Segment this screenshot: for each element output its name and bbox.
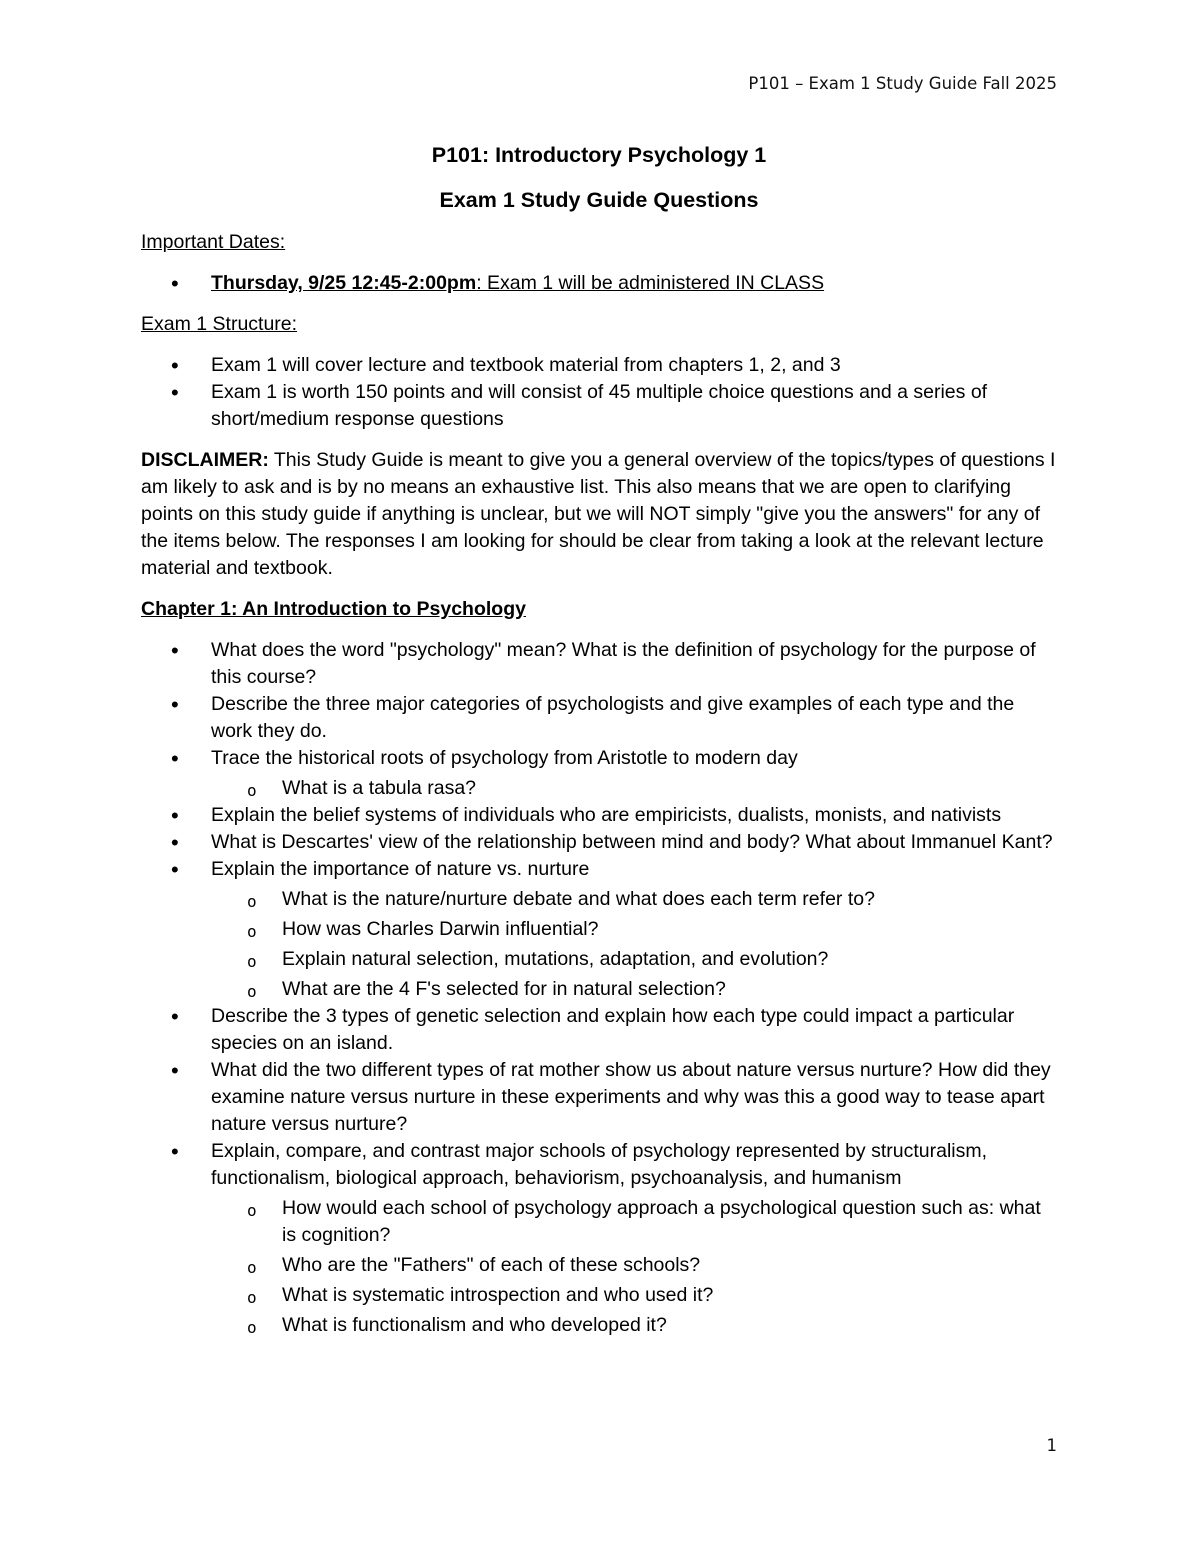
- question-text: What does the word "psychology" mean? What is the definition of psychology for the purpose of this course?: [211, 639, 1036, 688]
- important-dates-list: [141, 270, 1057, 297]
- page-number: 1: [1046, 1436, 1057, 1455]
- disclaimer-paragraph: [141, 447, 1057, 582]
- question-item: [141, 637, 1057, 691]
- question-text: What is Descartes' view of the relationship between mind and body? What about Immanuel Kant?: [211, 831, 1053, 853]
- sub-question-item: o How was Charles Darwin influential?: [211, 916, 1057, 943]
- document-subtitle: Exam 1 Study Guide Questions: [439, 188, 759, 212]
- question-item: [141, 1057, 1057, 1138]
- structure-item: • Exam 1 will cover lecture and textbook material from chapters 1, 2, and 3: [141, 352, 1057, 379]
- question-item: [141, 691, 1057, 745]
- sub-question-list: [211, 1195, 1057, 1339]
- chapter-1-questions: [141, 637, 1057, 1339]
- exam-structure-label: Exam 1 Structure:: [141, 313, 298, 335]
- question-item: [141, 802, 1057, 829]
- exam-structure-list: [141, 352, 1057, 433]
- sub-question-item: o What are the 4 F's selected for in natural selection?: [211, 976, 1057, 1003]
- question-text: Describe the three major categories of psychologists and give examples of each type and the work they do.: [211, 693, 1015, 742]
- disclaimer-label: DISCLAIMER:: [141, 449, 269, 471]
- sub-question-item: o What is functionalism and who developed it?: [211, 1312, 1057, 1339]
- question-item: [141, 1138, 1057, 1339]
- sub-question-item: o What is the nature/nurture debate and what does each term refer to?: [211, 886, 1057, 913]
- question-text: Trace the historical roots of psychology from Aristotle to modern day: [211, 747, 798, 769]
- exam-date-detail: : Exam 1 will be administered IN CLASS: [476, 272, 825, 294]
- document-title: P101: Introductory Psychology 1: [431, 143, 767, 167]
- document-body: [141, 140, 1057, 1353]
- question-text: Describe the 3 types of genetic selection and explain how each type could impact a particular species on an island.: [211, 1005, 1015, 1054]
- sub-question-item: o What is a tabula rasa?: [211, 775, 1057, 802]
- sub-question-list: [211, 775, 1057, 802]
- disclaimer-text: This Study Guide is meant to give you a general overview of the topics/types of questions I am likely to ask and is by no means an exhaustive list. This also means that we are open to clarifying points on this study guide if anything is unclear, but we will NOT simply "give you the answers" for any of the items below. The responses I am looking for should be clear from taking a look at the relevant lecture material and textbook.: [141, 449, 1056, 579]
- question-item: [141, 856, 1057, 1003]
- sub-question-item: o What is systematic introspection and who used it?: [211, 1282, 1057, 1309]
- question-text: Explain, compare, and contrast major schools of psychology represented by structuralism, functionalism, biological approach, behaviorism, psychoanalysis, and humanism: [211, 1140, 988, 1189]
- question-item: [141, 829, 1057, 856]
- question-text: What did the two different types of rat mother show us about nature versus nurture? How did they examine nature versus nurture in these experiments and why was this a good way to tease apart nature versus nurture?: [211, 1059, 1051, 1135]
- question-item: [141, 745, 1057, 802]
- sub-question-item: o How would each school of psychology approach a psychological question such as: what is cognition?: [211, 1195, 1057, 1249]
- sub-question-list: [211, 886, 1057, 1003]
- running-header: P101 – Exam 1 Study Guide Fall 2025: [748, 74, 1057, 93]
- question-text: Explain the importance of nature vs. nurture: [211, 858, 590, 880]
- structure-item: • Exam 1 is worth 150 points and will consist of 45 multiple choice questions and a series of short/medium response questions: [141, 379, 1057, 433]
- chapter-1-heading: Chapter 1: An Introduction to Psychology: [141, 598, 526, 620]
- exam-date: Thursday, 9/25 12:45-2:00pm: [211, 272, 477, 294]
- sub-question-item: o Who are the "Fathers" of each of these schools?: [211, 1252, 1057, 1279]
- question-text: Explain the belief systems of individuals who are empiricists, dualists, monists, and nativists: [211, 804, 1002, 826]
- question-item: [141, 1003, 1057, 1057]
- important-date-item: [141, 270, 1057, 297]
- sub-question-item: o Explain natural selection, mutations, adaptation, and evolution?: [211, 946, 1057, 973]
- important-dates-label: Important Dates:: [141, 231, 286, 253]
